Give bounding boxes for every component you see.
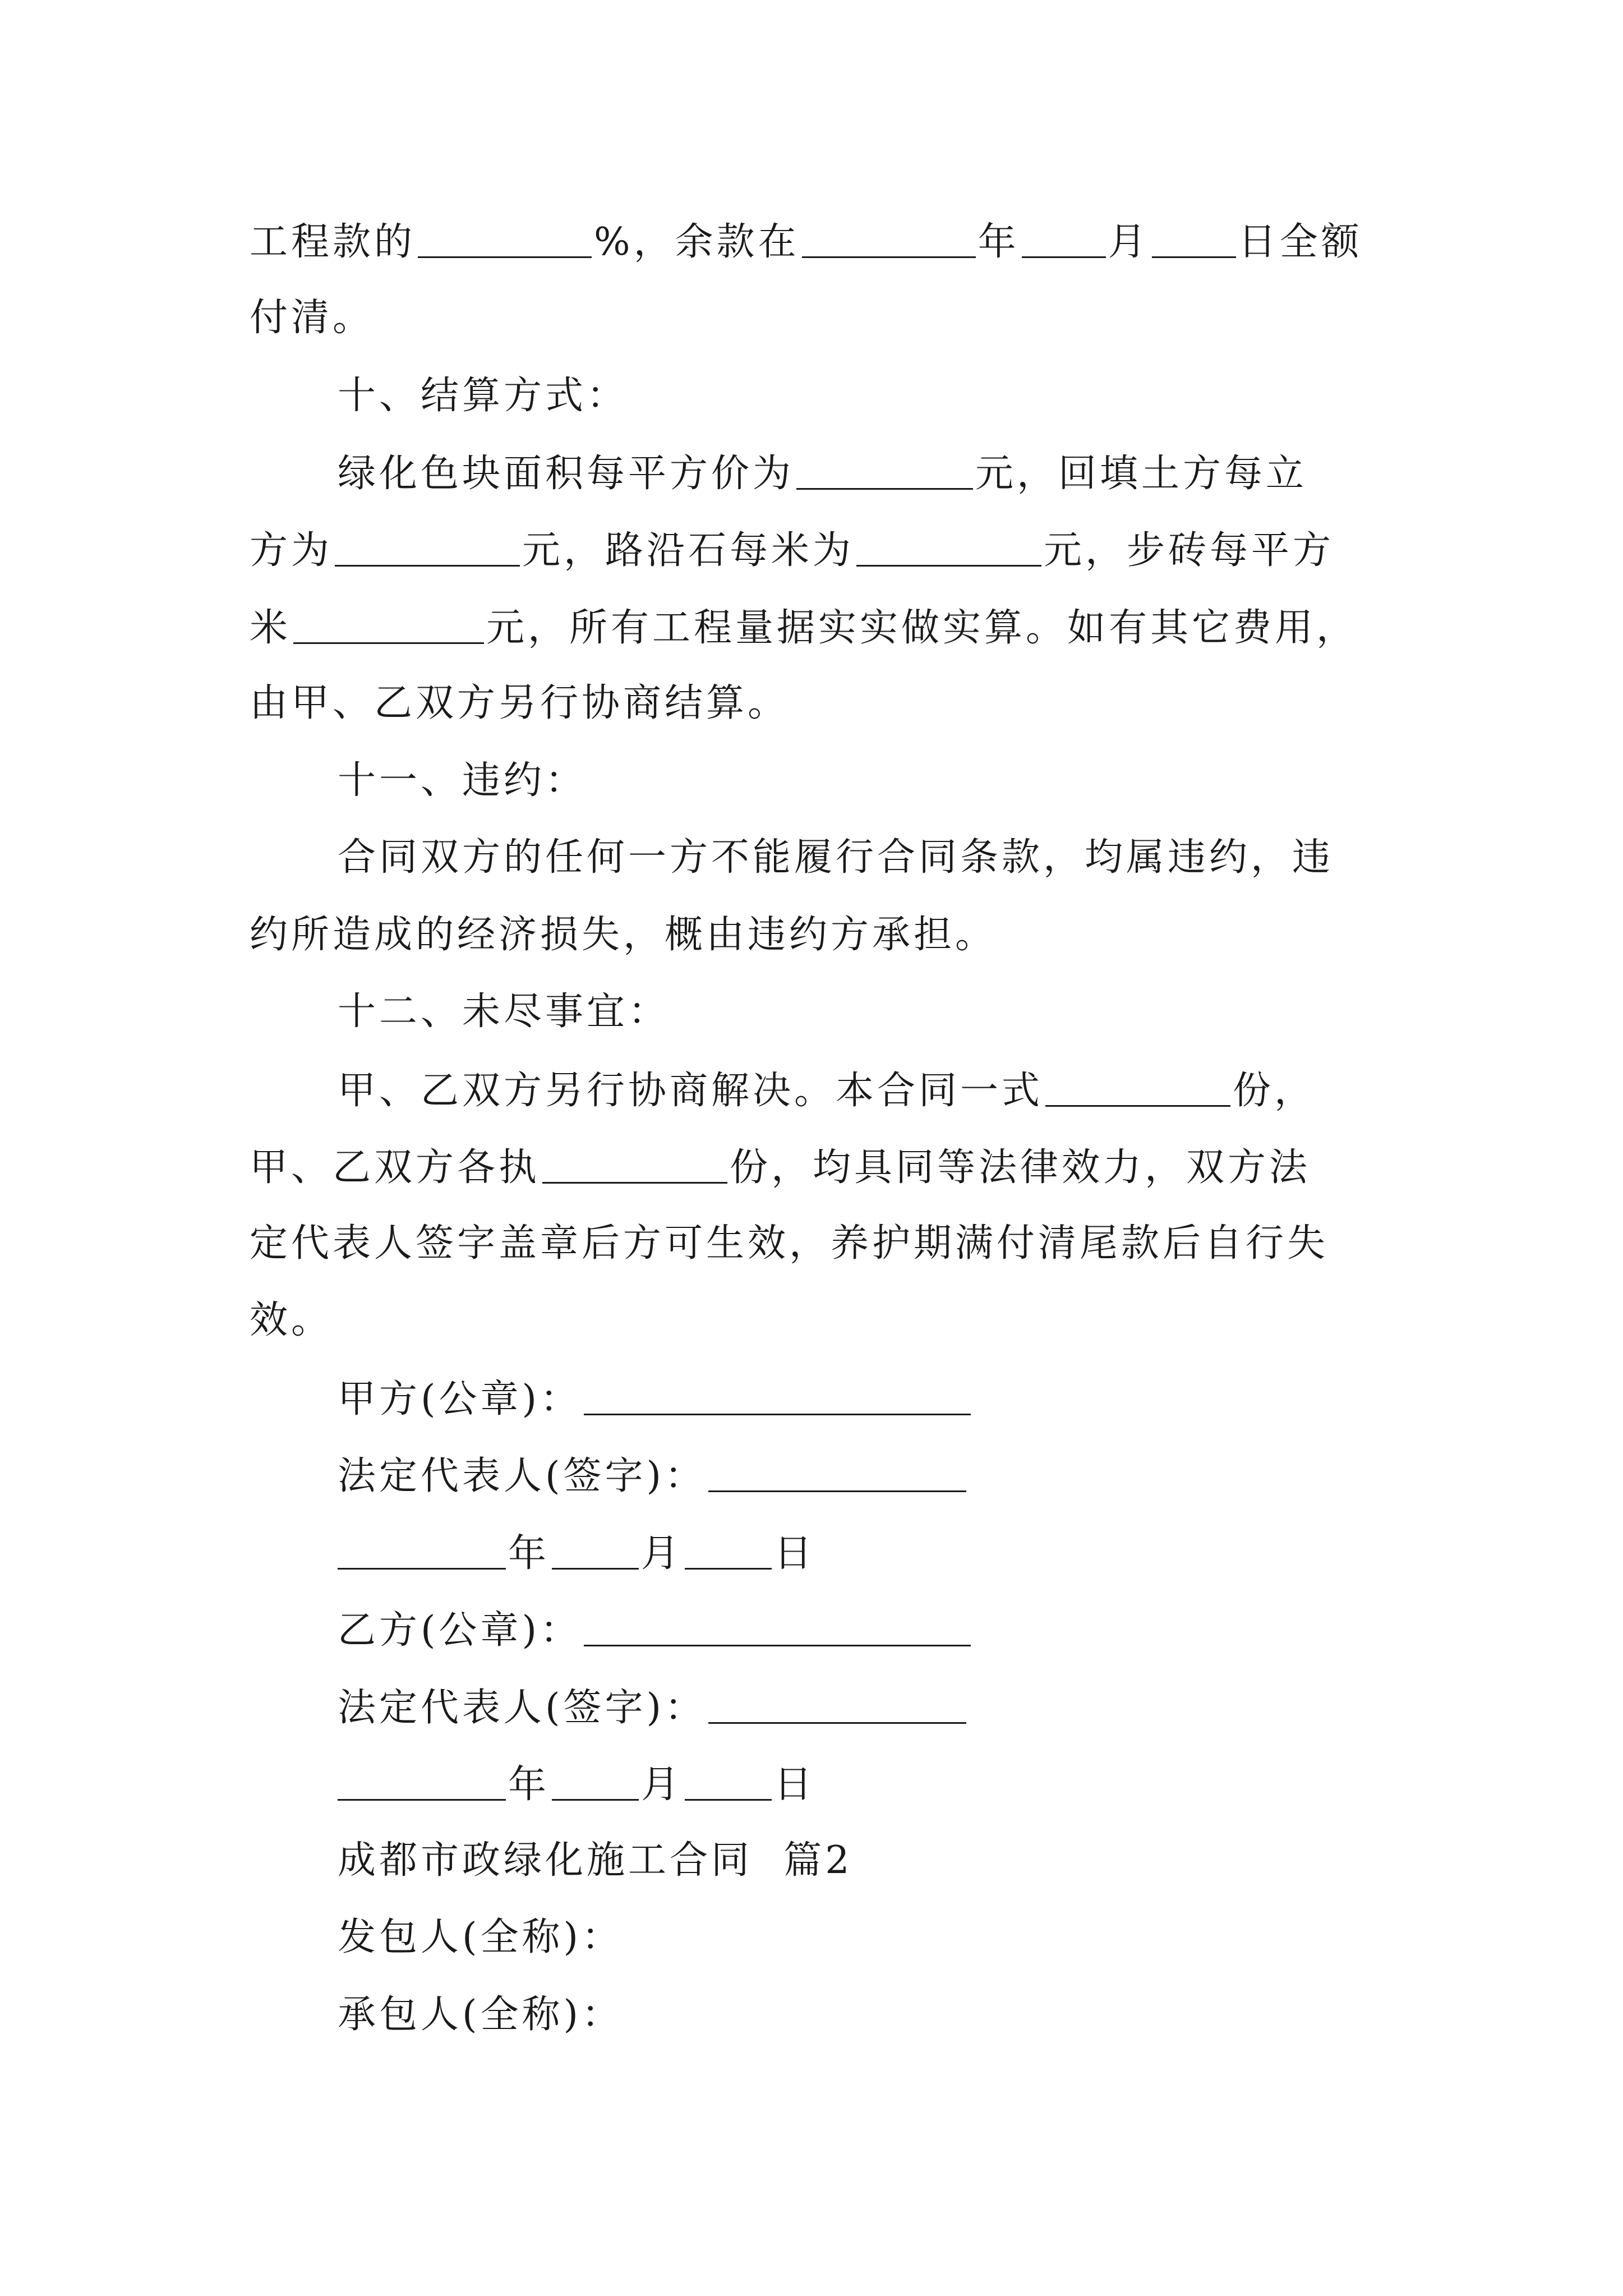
copies-total-blank[interactable] [1045, 1070, 1230, 1107]
clause-12-heading: 十二、未尽事宜： [338, 990, 670, 1034]
clause-12-line-3: 定代表人签字盖章后方可生效，养护期满付清尾款后自行失 [250, 1221, 1329, 1266]
party-b-day-blank[interactable] [685, 1764, 772, 1801]
party-a-date-line: 年 月 日 [338, 1533, 815, 1573]
earthwork-price-blank[interactable] [335, 530, 520, 567]
curbstone-price-blank[interactable] [856, 530, 1041, 567]
party-a-seal-blank[interactable] [584, 1379, 971, 1415]
paving-brick-price-blank[interactable] [293, 608, 484, 644]
party-a-month-blank[interactable] [552, 1533, 639, 1570]
party-b-month-blank[interactable] [552, 1764, 639, 1801]
payment-terms-line-1: 工程款的 %，余款在 年 月 日全额 [250, 220, 1363, 264]
party-b-rep-line: 法定代表人(签字)： [338, 1687, 969, 1727]
clause-10-line-2: 方为 元，路沿石每米为 元，步砖每平方 [250, 528, 1335, 573]
clause-12-line-2: 甲、乙双方各执 份，均具同等法律效力，双方法 [250, 1145, 1311, 1190]
clause-12-line-4: 效。 [250, 1298, 333, 1342]
payment-terms-line-2: 付清。 [250, 296, 375, 340]
party-b-seal-blank[interactable] [584, 1610, 971, 1646]
party-b-date-line: 年 月 日 [338, 1764, 815, 1804]
party-a-day-blank[interactable] [685, 1533, 772, 1570]
party-b-year-blank[interactable] [338, 1764, 506, 1801]
party-b-seal-line: 乙方(公章)： [338, 1610, 973, 1650]
party-a-year-blank[interactable] [338, 1533, 506, 1570]
party-a-seal-line: 甲方(公章)： [338, 1379, 973, 1419]
day-blank[interactable] [1152, 222, 1236, 258]
contractor-name-line: 承包人(全称)： [338, 1993, 624, 2037]
employer-name-line: 发包人(全称)： [338, 1915, 624, 1959]
party-b-signature-blank[interactable] [708, 1687, 966, 1724]
clause-11-heading: 十一、违约： [338, 758, 587, 803]
clause-10-heading: 十、结算方式： [338, 374, 629, 418]
greenery-price-blank[interactable] [796, 453, 973, 490]
clause-11-line-1: 合同双方的任何一方不能履行合同条款，均属违约，违 [338, 835, 1334, 880]
clause-10-line-3: 米 元，所有工程量据实实做实算。如有其它费用， [250, 606, 1358, 650]
percent-blank[interactable] [418, 222, 592, 258]
clause-12-line-1: 甲、乙双方另行协商解决。本合同一式 份， [338, 1069, 1316, 1113]
clause-10-line-4: 由甲、乙双方另行协商结算。 [250, 681, 790, 725]
year-blank[interactable] [802, 222, 976, 258]
party-a-signature-blank[interactable] [708, 1456, 966, 1492]
copies-each-blank[interactable] [542, 1147, 727, 1184]
next-contract-title: 成都市政绿化施工合同 篇2 [338, 1838, 853, 1883]
party-a-rep-line: 法定代表人(签字)： [338, 1456, 969, 1496]
clause-10-line-1: 绿化色块面积每平方价为 元，回填土方每立 [338, 452, 1308, 496]
month-blank[interactable] [1022, 222, 1106, 258]
clause-11-line-2: 约所造成的经济损失，概由违约方承担。 [250, 913, 997, 957]
